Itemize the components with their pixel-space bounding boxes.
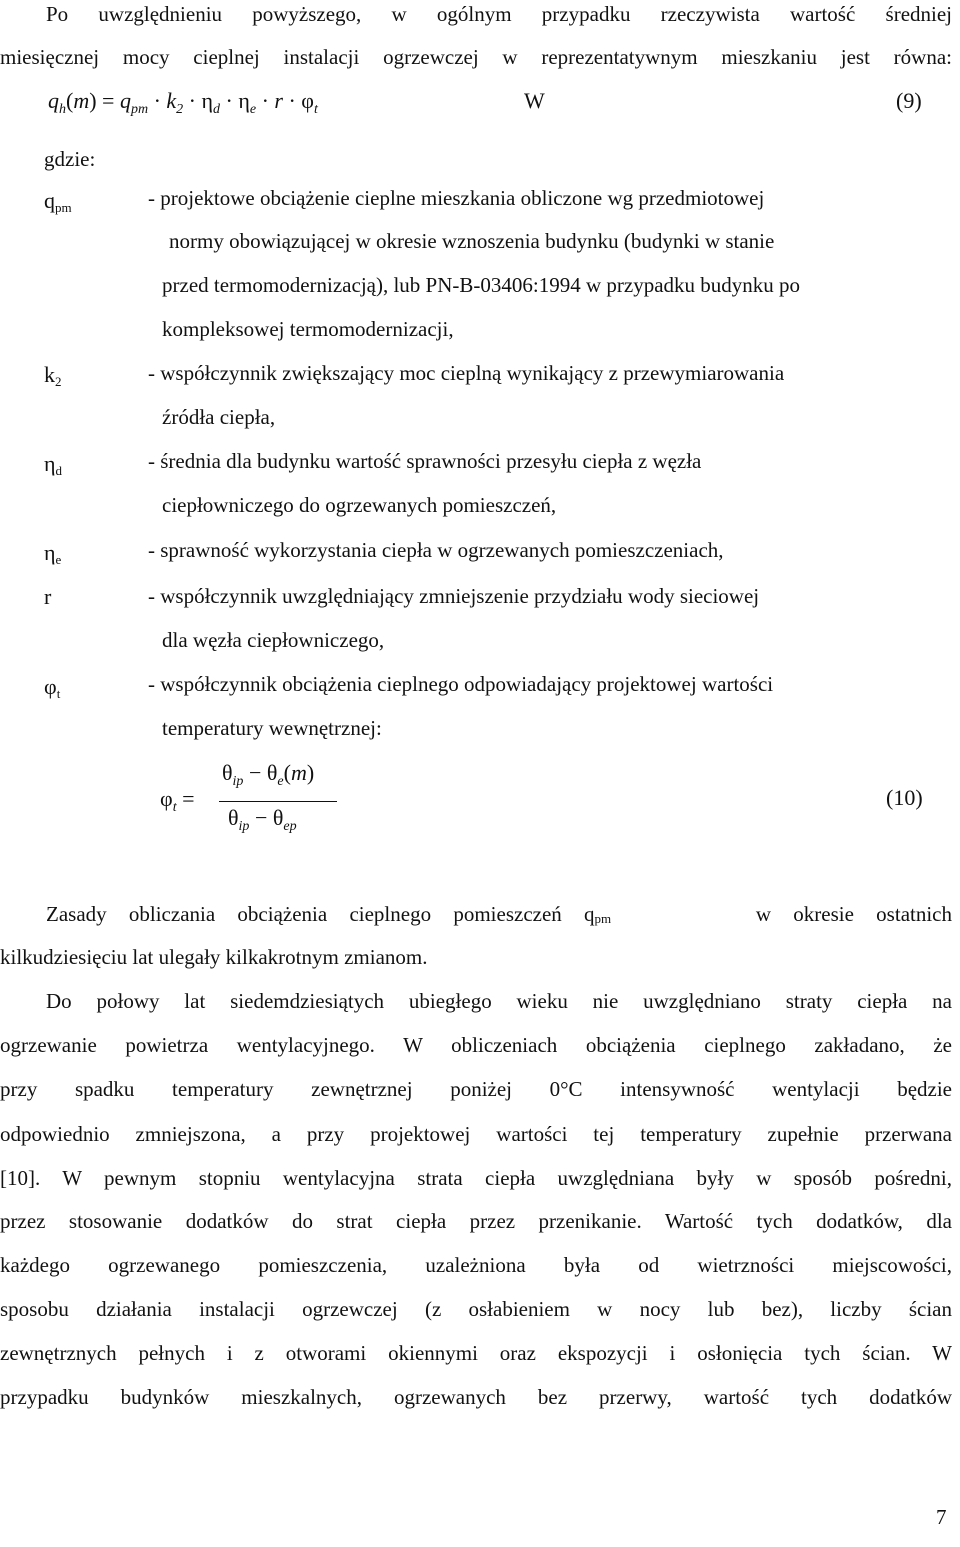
def-q-pm-line-4: kompleksowej termomodernizacji, [162,317,454,341]
para2-line-9: zewnętrznych pełnych i z otworami okiennymi oraz ekspozycji i osłonięcia tych ścian. W [0,1341,952,1365]
para2-line-5: [10]. W pewnym stopniu wentylacyjna strata ciepła uwzględniana były w sposób pośredni, [0,1166,952,1190]
equation-10-denominator: $\theta_{ip} - \theta_{ep}$ [228,805,297,834]
equation-9-number: (9) [896,88,922,113]
def-k2-line-1: - współczynnik zwiększający moc cieplną wynikający z przewymiarowania [148,361,785,385]
symbol-eta-e: $\eta_e$ [44,540,62,567]
def-q-pm-line-1: - projektowe obciążenie cieplne mieszkania obliczone wg przedmiotowej [148,186,765,210]
def-eta-e-line-1: - sprawność wykorzystania ciepła w ogrzewanych pomieszczeniach, [148,538,724,562]
equation-9-unit: W [524,88,545,113]
para2-line-8: sposobu działania instalacji ogrzewczej (z osłabieniem w nocy lub bez), liczby ścian [0,1297,952,1321]
def-phi-t-line-2: temperatury wewnętrznej: [162,716,382,740]
equation-10-number: (10) [886,785,923,810]
def-r-line-2: dla węzła ciepłowniczego, [162,628,385,652]
def-r-line-1: - współczynnik uwzględniający zmniejszenie przydziału wody sieciowej [148,584,760,608]
page-number: 7 [936,1505,947,1529]
para1-line-1-pre: Zasady obliczania obciążenia cieplnego pomieszczeń q [46,902,595,926]
def-k2-line-2: źródła ciepła, [162,405,276,429]
intro-line-1: Po uwzględnieniu powyższego, w ogólnym przypadku rzeczywista wartość średniej [46,2,952,26]
def-phi-t-line-1: - współczynnik obciążenia cieplnego odpowiadający projektowej wartości [148,672,774,696]
para2-line-4: odpowiednio zmniejszona, a przy projektowej wartości tej temperatury zupełnie przerwana [0,1122,952,1146]
symbol-q-pm: $q_{pm}$ [44,188,72,215]
para2-line-7: każdego ogrzewanego pomieszczenia, uzależniona była od wietrzności miejscowości, [0,1253,952,1277]
para1-line-1 [46,900,952,929]
def-q-pm-line-2: normy obowiązującej w okresie wznoszenia budynku (budynki w stanie [169,229,775,253]
equation-9: $q_h(m) = q_{pm} \cdot k_2 \cdot \eta_d \cdot \eta_e \cdot r \cdot \varphi_t$ [48,88,318,117]
symbol-r: r [44,584,52,609]
fraction-bar [219,801,337,802]
symbol-eta-d: $\eta_d$ [44,451,63,478]
para1-line-1-sub: pm [594,911,612,926]
para2-line-1: Do połowy lat siedemdziesiątych ubiegłego wieku nie uwzględniano straty ciepła na [46,989,952,1013]
para2-line-3: przy spadku temperatury zewnętrznej poniżej 0°C intensywność wentylacji będzie [0,1077,952,1101]
para2-line-6: przez stosowanie dodatków do strat ciepła przez przenikanie. Wartość tych dodatków, dla [0,1209,952,1233]
intro-line-2: miesięcznej mocy cieplnej instalacji ogrzewczej w reprezentatywnym mieszkaniu jest równa: [0,45,952,69]
symbol-k2: $k_2$ [44,362,62,389]
para2-line-2: ogrzewanie powietrza wentylacyjnego. W obliczeniach obciążenia cieplnego zakładano, że [0,1033,952,1057]
def-eta-d-line-2: ciepłowniczego do ogrzewanych pomieszczeń, [162,493,557,517]
equation-10-numerator: $\theta_{ip} - \theta_e(m)$ [222,760,315,789]
def-q-pm-line-3: przed termomodernizacją), lub PN-B-03406:1994 w przypadku budynku po [162,273,801,297]
para1-line-2: kilkudziesięciu lat ulegały kilkakrotnym zmianom. [0,945,428,969]
para1-line-1-post: w okresie ostatnich [755,902,952,926]
where-label: gdzie: [44,147,96,171]
equation-10-lhs: $\varphi_t$ = [160,786,195,815]
symbol-phi-t: $\varphi_t$ [44,674,61,701]
def-eta-d-line-1: - średnia dla budynku wartość sprawności przesyłu ciepła z węzła [148,449,702,473]
para2-line-10: przypadku budynków mieszkalnych, ogrzewanych bez przerwy, wartość tych dodatków [0,1385,952,1409]
